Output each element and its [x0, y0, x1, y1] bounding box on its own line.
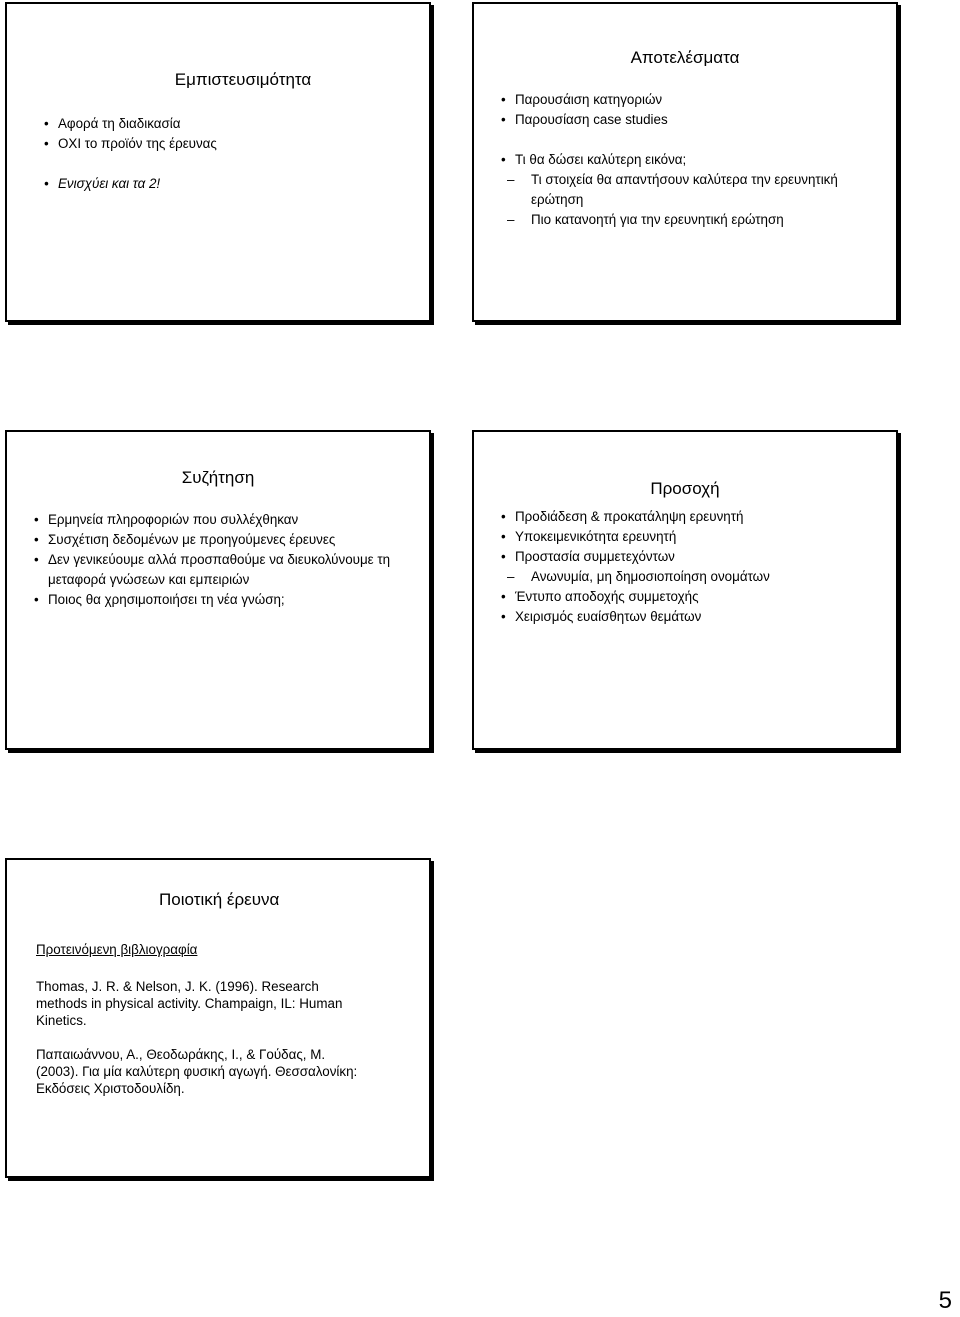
bullet-list — [501, 507, 881, 627]
reference-entry: Παπαιωάννου, Α., Θεοδωράκης, Ι., & Γούδας, Μ. (2003). Για μία καλύτερη φυσική αγωγή. Θεσσαλονίκη: Εκδόσεις Χριστοδουλίδη. — [36, 1047, 358, 1096]
sub-bullet-item: – Ανωνυμία, μη δημοσιοποίηση ονομάτων — [501, 567, 881, 587]
bullet-item: • Έντυπο αποδοχής συμμετοχής — [501, 587, 881, 607]
bullet-list — [501, 90, 881, 230]
bullet-item: • Παρουσάιση κατηγοριών — [501, 90, 881, 110]
bullet-item: • Προδιάδεση & προκατάληψη ερευνητή — [501, 507, 881, 527]
slide-credibility — [5, 2, 431, 322]
sub-bullet-item: – Πιο κατανοητή για την ερευνητική ερώτηση — [501, 210, 881, 230]
bullet-item: • Ενισχύει και τα 2! — [44, 174, 424, 194]
bullet-item: • Ερμηνεία πληροφοριών που συλλέχθηκαν — [34, 510, 409, 530]
bullet-list — [34, 510, 409, 610]
bullet-item: • Προστασία συμμετεχόντων — [501, 547, 881, 567]
bullet-item: • Ποιος θα χρησιμοποιήσει τη νέα γνώση; — [34, 590, 409, 610]
bullet-item: • Υποκειμενικότητα ερευνητή — [501, 527, 881, 547]
sub-bullet-item: – Τι στοιχεία θα απαντήσουν καλύτερα την ερευνητική ερώτηση — [501, 170, 881, 210]
reference-entry: Thomas, J. R. & Nelson, J. K. (1996). Research methods in physical activity. Champaign, IL: Human Kinetics. — [36, 979, 343, 1028]
slide-title: Προσοχή — [650, 479, 720, 498]
bullet-item: • Αφορά τη διαδικασία — [44, 114, 424, 134]
bullet-item: • Τι θα δώσει καλύτερη εικόνα; — [501, 150, 881, 170]
slide-title: Συζήτηση — [181, 468, 255, 487]
slide-results — [472, 2, 898, 322]
reading-heading: Προτεινόμενη βιβλιογραφία — [36, 942, 198, 957]
bullet-item: • Χειρισμός ευαίσθητων θεμάτων — [501, 607, 881, 627]
bullet-list — [44, 114, 424, 194]
bullet-item: • Δεν γενικεύουμε αλλά προσπαθούμε να διευκολύνουμε τη μεταφορά γνώσεων και εμπειριών — [34, 550, 409, 590]
slide-title: Εμπιστευσιμότητα — [174, 70, 312, 89]
slide-caution — [472, 430, 898, 750]
slide-title: Ποιοτική έρευνα — [159, 890, 280, 909]
page-number: 5 — [938, 1287, 952, 1314]
slide-discussion — [5, 430, 431, 750]
bullet-item: • ΟΧΙ το προϊόν της έρευνας — [44, 134, 424, 154]
slide-title: Αποτελέσματα — [630, 48, 740, 67]
slide-qualitative-research — [5, 858, 431, 1178]
bullet-item: • Συσχέτιση δεδομένων με προηγούμενες έρευνες — [34, 530, 409, 550]
reference-block — [36, 941, 421, 1114]
bullet-item: • Παρουσίαση case studies — [501, 110, 881, 130]
